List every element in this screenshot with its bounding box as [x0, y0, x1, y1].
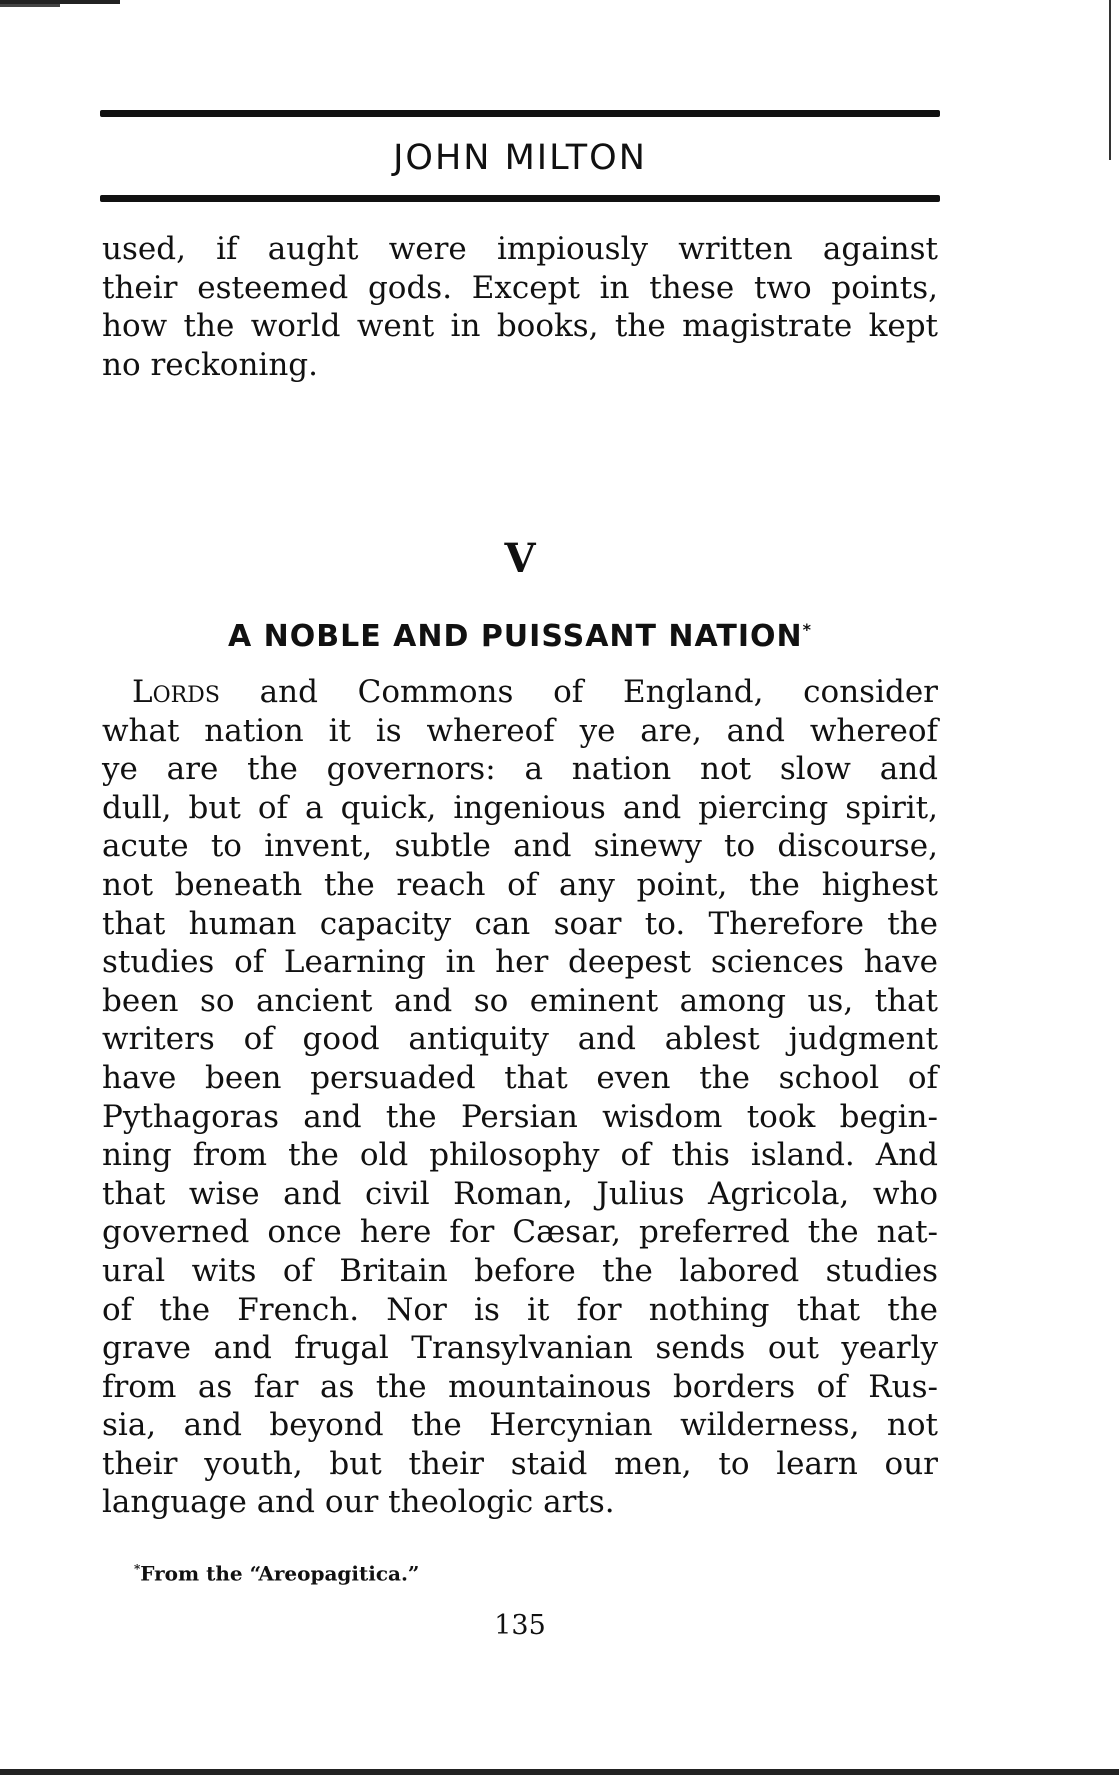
body-paragraph	[102, 673, 938, 1522]
text-line: used, if aught were impiously written against	[102, 231, 938, 267]
text-line: no reckoning.	[102, 346, 319, 383]
opening-word: Lords	[132, 674, 220, 710]
text-line: writers of good antiquity and ablest judgment	[102, 1021, 938, 1058]
text-line: dull, but of a quick, ingenious and piercing spirit,	[102, 789, 938, 826]
footnote-reference: *	[802, 620, 813, 639]
text-line: been so ancient and so eminent among us, that	[102, 982, 938, 1019]
text-line: not beneath the reach of any point, the highest	[102, 866, 938, 903]
section-title	[100, 612, 940, 655]
text-line: have been persuaded that even the school of	[102, 1059, 938, 1096]
header-rule-bottom	[100, 195, 940, 202]
section-numeral: V	[504, 535, 536, 582]
text-line: what nation it is whereof ye are, and whereof	[102, 712, 938, 749]
text-line: that human capacity can soar to. Therefore the	[102, 905, 938, 942]
scan-edge-mark	[0, 4, 60, 7]
text-line: ural wits of Britain before the labored studies	[102, 1252, 938, 1289]
text-line: acute to invent, subtle and sinewy to discourse,	[102, 828, 938, 865]
footnote	[134, 1556, 419, 1587]
text-line: governed once here for Cæsar, preferred the nat-	[102, 1214, 938, 1251]
footnote-marker: *	[134, 1562, 141, 1576]
text-line: from as far as the mountainous borders of Rus-	[102, 1368, 938, 1405]
text-line: studies of Learning in her deepest sciences have	[102, 944, 938, 981]
scan-edge-mark	[0, 1769, 1119, 1775]
text-line: that wise and civil Roman, Julius Agricola, who	[102, 1175, 938, 1212]
scan-edge-mark	[1109, 0, 1111, 160]
text-line: grave and frugal Transylvanian sends out yearly	[102, 1330, 938, 1367]
running-head: JOHN MILTON	[393, 138, 647, 178]
text-line-rest: and Commons of England, consider	[219, 674, 938, 710]
text-line: language and our theologic arts.	[102, 1484, 615, 1521]
text-line: sia, and beyond the Hercynian wilderness, not	[102, 1407, 938, 1444]
page-number: 135	[494, 1610, 546, 1641]
text-line: their youth, but their staid men, to learn our	[102, 1445, 938, 1482]
header-rule-top	[100, 110, 940, 117]
text-line: their esteemed gods. Except in these two points,	[102, 269, 938, 306]
footnote-text: From the “Areopagitica.”	[140, 1561, 420, 1586]
text-line: ning from the old philosophy of this island. And	[102, 1137, 938, 1174]
section-title-text: A NOBLE AND PUISSANT NATION	[227, 619, 803, 654]
text-line	[102, 673, 938, 712]
text-line: of the French. Nor is it for nothing that the	[102, 1291, 938, 1328]
continued-paragraph	[102, 230, 938, 384]
text-line: ye are the governors: a nation not slow and	[102, 751, 938, 788]
text-line: how the world went in books, the magistrate kept	[102, 308, 938, 345]
text-line: Pythagoras and the Persian wisdom took begin-	[102, 1098, 938, 1135]
